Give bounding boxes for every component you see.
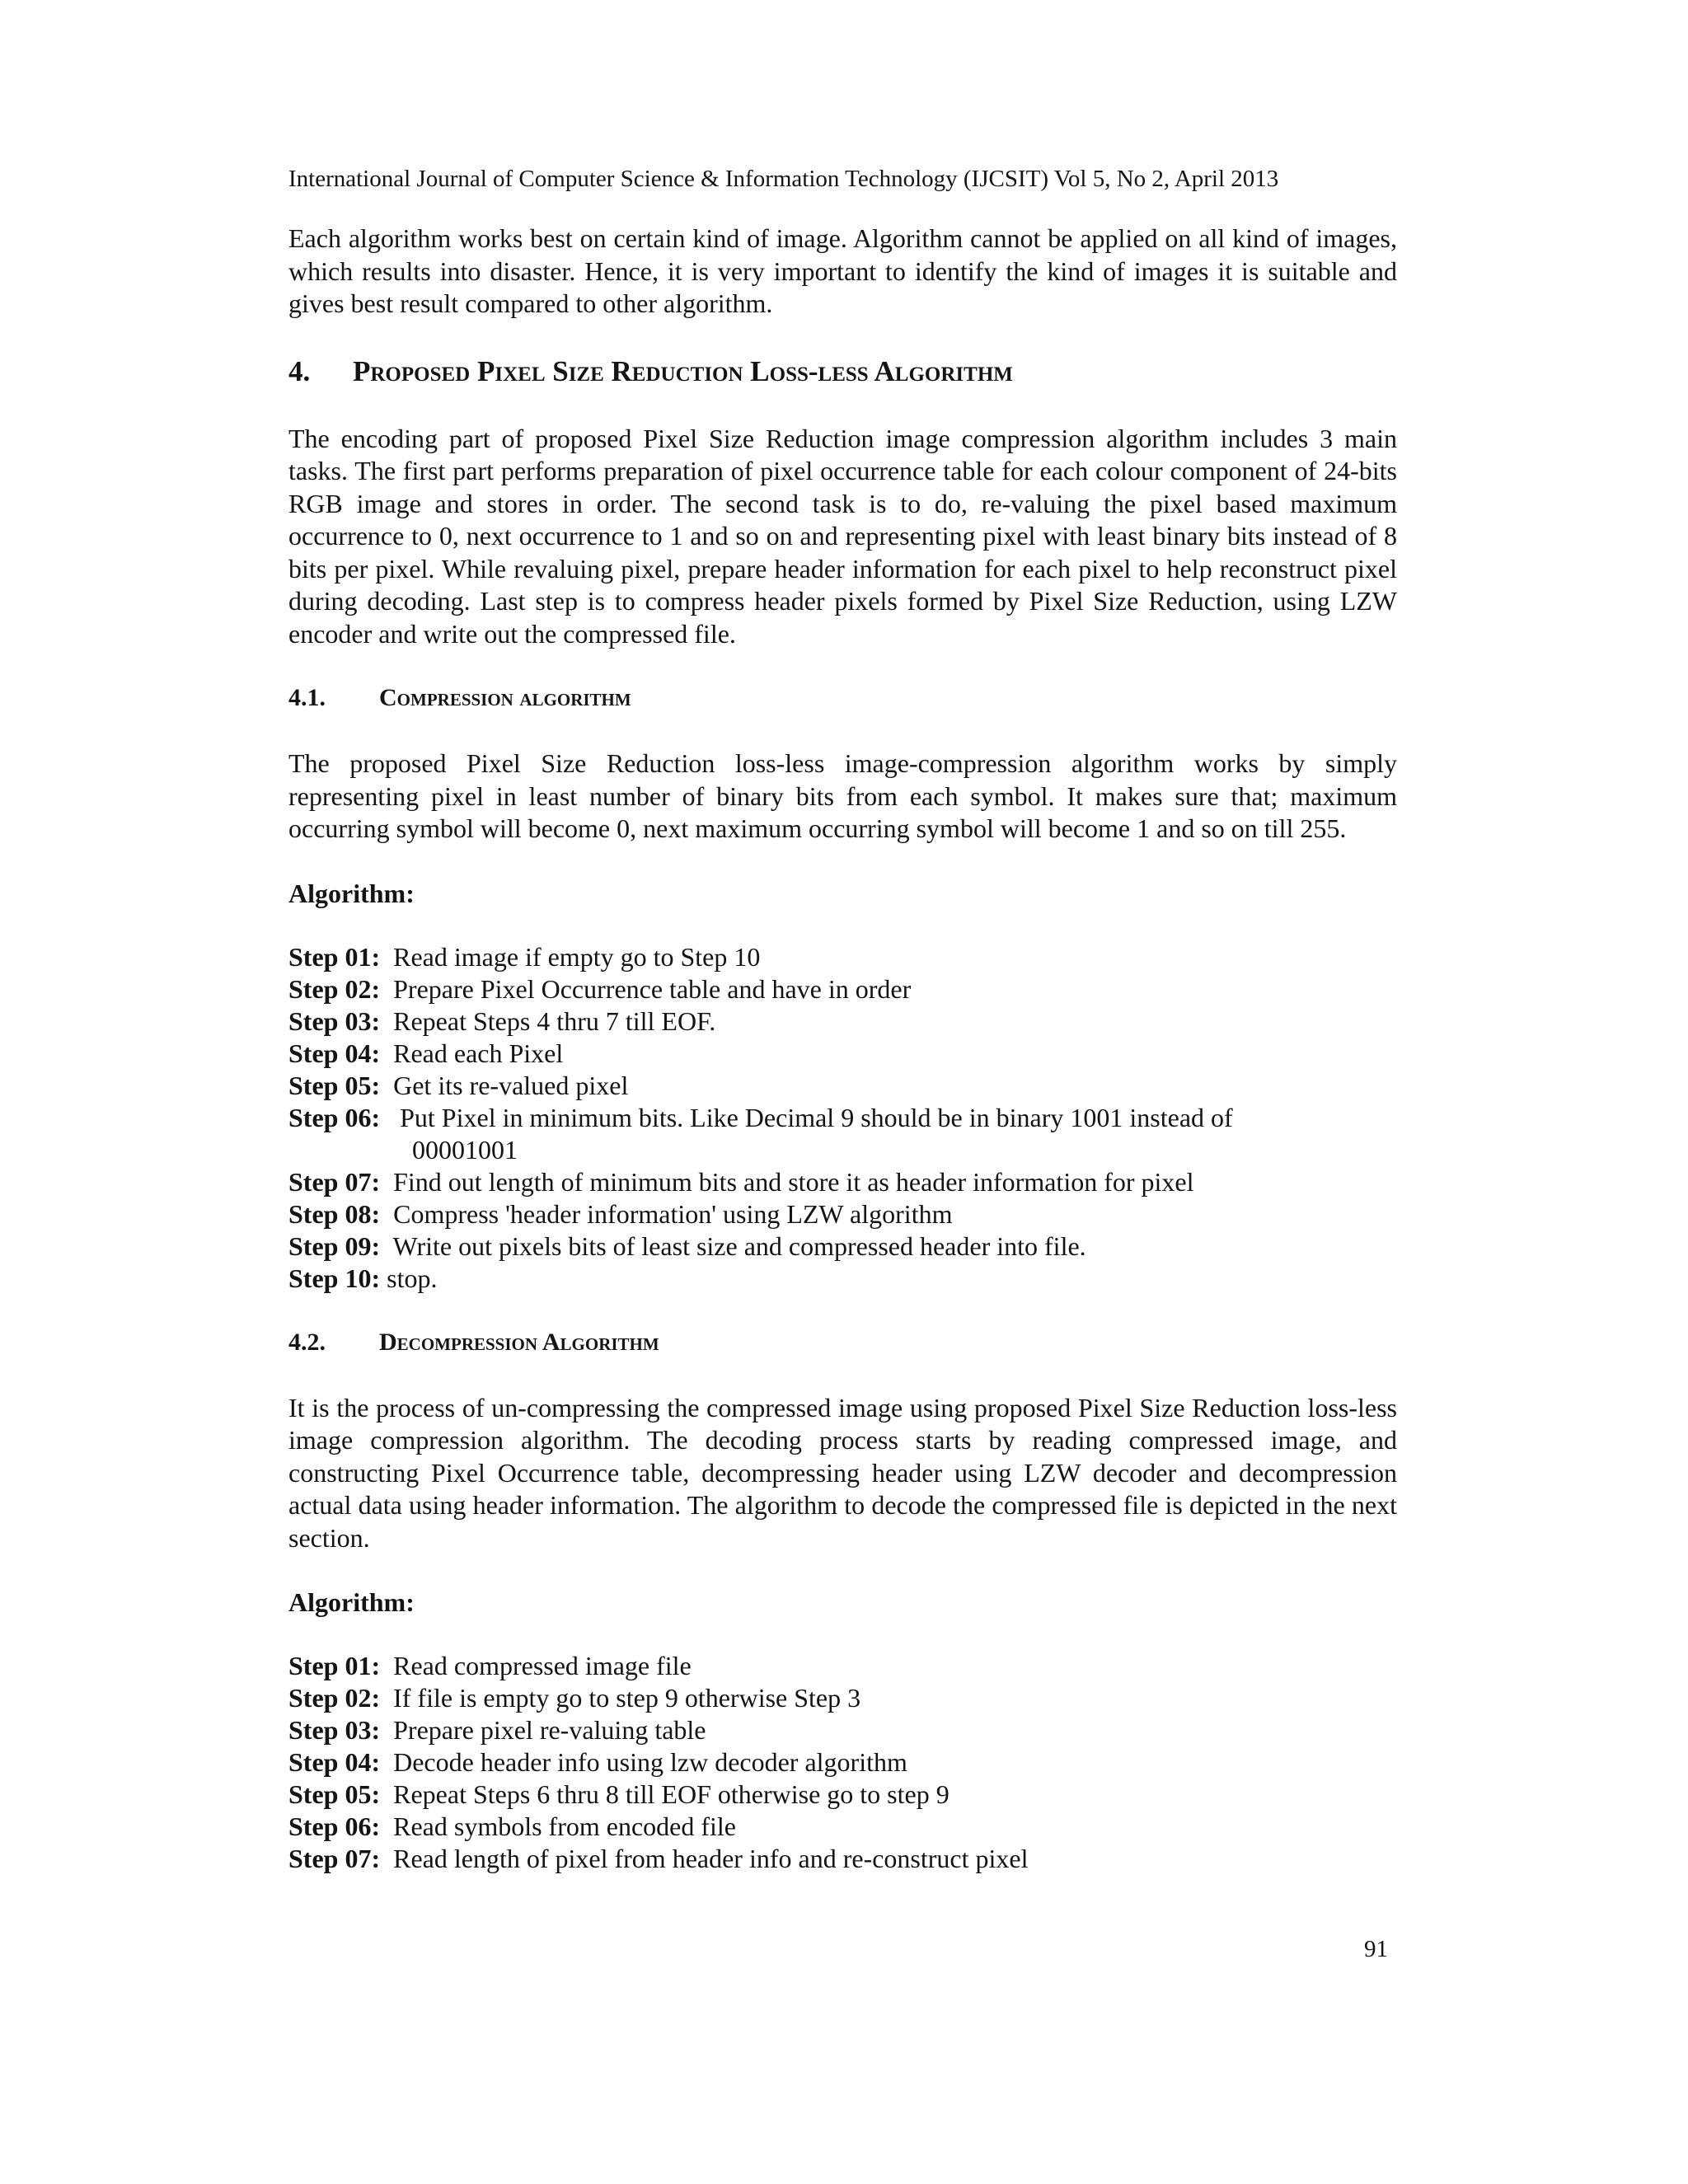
step-label: Step 04: xyxy=(288,1038,381,1068)
list-item xyxy=(288,1070,1397,1102)
section-4-1-paragraph: The proposed Pixel Size Reduction loss-less image-compression algorithm works by simply representing pixel in least number of binary bits from each symbol. It makes sure that; maximum occurring symbol will become 0, next maximum occurring symbol will become 1 and so on till 255. xyxy=(288,748,1397,843)
decompression-algorithm-label: Algorithm: xyxy=(288,1587,415,1617)
list-item xyxy=(288,1166,1397,1198)
compression-steps-list xyxy=(288,941,1397,1295)
list-item xyxy=(288,1779,1397,1811)
step-label: Step 09: xyxy=(288,1230,381,1261)
running-header: International Journal of Computer Science & Information Technology (IJCSIT) Vol 5, No 2, April 2013 xyxy=(288,166,1279,192)
step-label: Step 02: xyxy=(288,1683,381,1713)
list-item xyxy=(288,1682,1397,1714)
step-label: Step 07: xyxy=(288,1166,381,1197)
list-item xyxy=(288,1102,1397,1166)
step-label: Step 07: xyxy=(288,1844,381,1873)
step-label: Step 05: xyxy=(288,1779,381,1809)
step-label: Step 02: xyxy=(288,973,381,1004)
list-item xyxy=(288,941,1397,973)
step-text: Repeat Steps 4 thru 7 till EOF. xyxy=(393,1005,716,1036)
step-text: stop. xyxy=(387,1263,438,1293)
step-text: Prepare pixel re-valuing table xyxy=(393,1715,706,1745)
step-text: Read symbols from encoded file xyxy=(393,1811,736,1841)
list-item xyxy=(288,1746,1397,1779)
step-text-continuation: 00001001 xyxy=(412,1134,518,1165)
list-item xyxy=(288,973,1397,1005)
list-item xyxy=(288,1198,1397,1230)
step-label: Step 06: xyxy=(288,1811,381,1841)
subsection-title: Decompression Algorithm xyxy=(379,1328,659,1356)
step-label: Step 08: xyxy=(288,1198,381,1229)
step-text: Repeat Steps 6 thru 8 till EOF otherwise go to step 9 xyxy=(393,1779,950,1809)
subsection-number: 4.1. xyxy=(288,684,326,711)
page-body xyxy=(288,223,1397,1875)
section-title: Proposed Pixel Size Reduction Loss-less Algorithm xyxy=(353,354,1013,387)
step-text: Read compressed image file xyxy=(393,1651,692,1680)
step-label: Step 10: xyxy=(288,1263,381,1293)
list-item xyxy=(288,1811,1397,1843)
compression-algorithm-label: Algorithm: xyxy=(288,878,415,908)
step-label: Step 04: xyxy=(288,1747,381,1777)
step-text: Decode header info using lzw decoder algorithm xyxy=(393,1747,907,1777)
step-text: Compress 'header information' using LZW algorithm xyxy=(393,1198,953,1229)
step-text: Write out pixels bits of least size and compressed header into file. xyxy=(392,1230,1086,1261)
list-item xyxy=(288,1005,1397,1038)
step-text: Read image if empty go to Step 10 xyxy=(393,941,761,972)
list-item xyxy=(288,1263,1397,1295)
list-item xyxy=(288,1230,1397,1263)
section-4-heading xyxy=(288,354,1397,390)
step-text: Read length of pixel from header info and re-construct pixel xyxy=(393,1844,1029,1873)
list-item xyxy=(288,1714,1397,1746)
section-4-2-heading xyxy=(288,1326,1397,1359)
step-text: If file is empty go to step 9 otherwise Step 3 xyxy=(393,1683,861,1713)
section-4-2-paragraph: It is the process of un-compressing the compressed image using proposed Pixel Size Reduction loss-less image compression algorithm. The decoding process starts by reading compressed image, and constructing Pixel Occurrence table, decompressing header using LZW decoder and decompression actual data using header information. The algorithm to decode the compressed file is depicted in the next section. xyxy=(288,1392,1397,1553)
step-label: Step 01: xyxy=(288,941,381,972)
list-item xyxy=(288,1843,1397,1875)
step-label: Step 05: xyxy=(288,1070,381,1100)
step-text: Prepare Pixel Occurrence table and have in order xyxy=(393,973,912,1004)
step-text: Get its re-valued pixel xyxy=(393,1070,629,1100)
decompression-steps-list xyxy=(288,1650,1397,1875)
step-label: Step 01: xyxy=(288,1651,381,1680)
section-4-1-heading xyxy=(288,682,1397,715)
page-number: 91 xyxy=(1364,1936,1388,1962)
subsection-title: Compression algorithm xyxy=(379,684,631,711)
step-label: Step 03: xyxy=(288,1005,381,1036)
step-label: Step 03: xyxy=(288,1715,381,1745)
list-item xyxy=(288,1650,1397,1682)
intro-paragraph: Each algorithm works best on certain kind of image. Algorithm cannot be applied on all kind of images, which results into disaster. Hence, it is very important to identify the kind of images it is suitable and gives best result compared to other algorithm. xyxy=(288,223,1397,318)
section-number: 4. xyxy=(288,354,311,387)
step-text: Read each Pixel xyxy=(393,1038,564,1068)
step-text: Put Pixel in minimum bits. Like Decimal 9 should be in binary 1001 instead of xyxy=(400,1102,1233,1132)
subsection-number: 4.2. xyxy=(288,1328,326,1356)
list-item xyxy=(288,1038,1397,1070)
step-label: Step 06: xyxy=(288,1102,381,1132)
section-4-paragraph: The encoding part of proposed Pixel Size Reduction image compression algorithm includes 3 main tasks. The first part performs preparation of pixel occurrence table for each colour component of 24-bits RGB image and stores in order. The second task is to do, re-valuing the pixel based maximum occurrence to 0, next occurrence to 1 and so on and representing pixel with least binary bits instead of 8 bits per pixel. While revaluing pixel, prepare header information for each pixel to help reconstruct pixel during decoding. Last step is to compress header pixels formed by Pixel Size Reduction, using LZW encoder and write out the compressed file. xyxy=(288,423,1397,649)
step-text: Find out length of minimum bits and store it as header information for pixel xyxy=(393,1166,1194,1197)
